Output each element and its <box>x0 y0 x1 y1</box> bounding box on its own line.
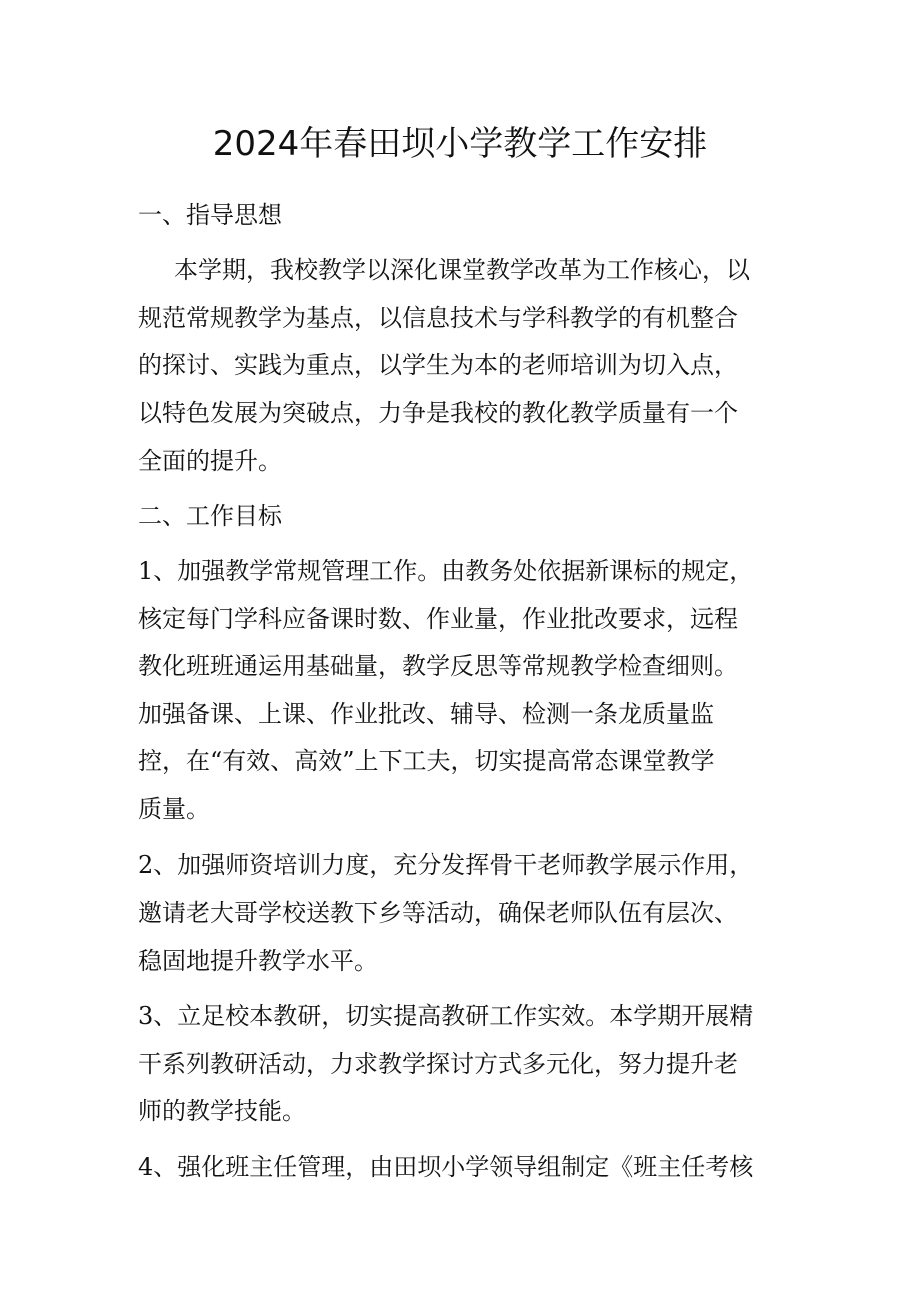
paragraph-line: 以特色发展为突破点，力争是我校的教化教学质量有一个 <box>138 399 738 427</box>
paragraph-line: 稳固地提升教学水平。 <box>138 947 378 975</box>
paragraph-line: 本学期，我校教学以深化课堂教学改革为工作核心，以 <box>174 256 750 284</box>
paragraph-line: 1、加强教学常规管理工作。由教务处依据新课标的规定， <box>138 557 754 585</box>
paragraph-line: 师的教学技能。 <box>138 1097 306 1125</box>
paragraph-line: 质量。 <box>138 795 210 823</box>
paragraph-line: 全面的提升。 <box>138 447 282 475</box>
paragraph-line: 2、加强师资培训力度，充分发挥骨干老师教学展示作用， <box>138 851 754 879</box>
paragraph-line: 控，在“有效、高效”上下工夫，切实提高常态课堂教学 <box>138 747 715 775</box>
section-heading-guiding-ideology: 一、指导思想 <box>138 201 282 229</box>
paragraph-line: 加强备课、上课、作业批改、辅导、检测一条龙质量监 <box>138 700 714 728</box>
paragraph-line: 干系列教研活动，力求教学探讨方式多元化，努力提升老 <box>138 1050 738 1078</box>
paragraph-line: 的探讨、实践为重点，以学生为本的老师培训为切入点， <box>138 351 738 379</box>
paragraph-line: 核定每门学科应备课时数、作业量，作业批改要求，远程 <box>138 605 738 633</box>
paragraph-line: 教化班班通运用基础量，教学反思等常规教学检查细则。 <box>138 652 738 680</box>
paragraph-line: 4、强化班主任管理，由田坝小学领导组制定《班主任考核 <box>138 1153 754 1181</box>
section-heading-work-goals: 二、工作目标 <box>138 502 282 530</box>
paragraph-line: 规范常规教学为基点，以信息技术与学科教学的有机整合 <box>138 304 738 332</box>
paragraph-line: 邀请老大哥学校送教下乡等活动，确保老师队伍有层次、 <box>138 899 738 927</box>
document-title: 2024年春田坝小学教学工作安排 <box>212 124 708 164</box>
paragraph-line: 3、立足校本教研，切实提高教研工作实效。本学期开展精 <box>138 1002 754 1030</box>
